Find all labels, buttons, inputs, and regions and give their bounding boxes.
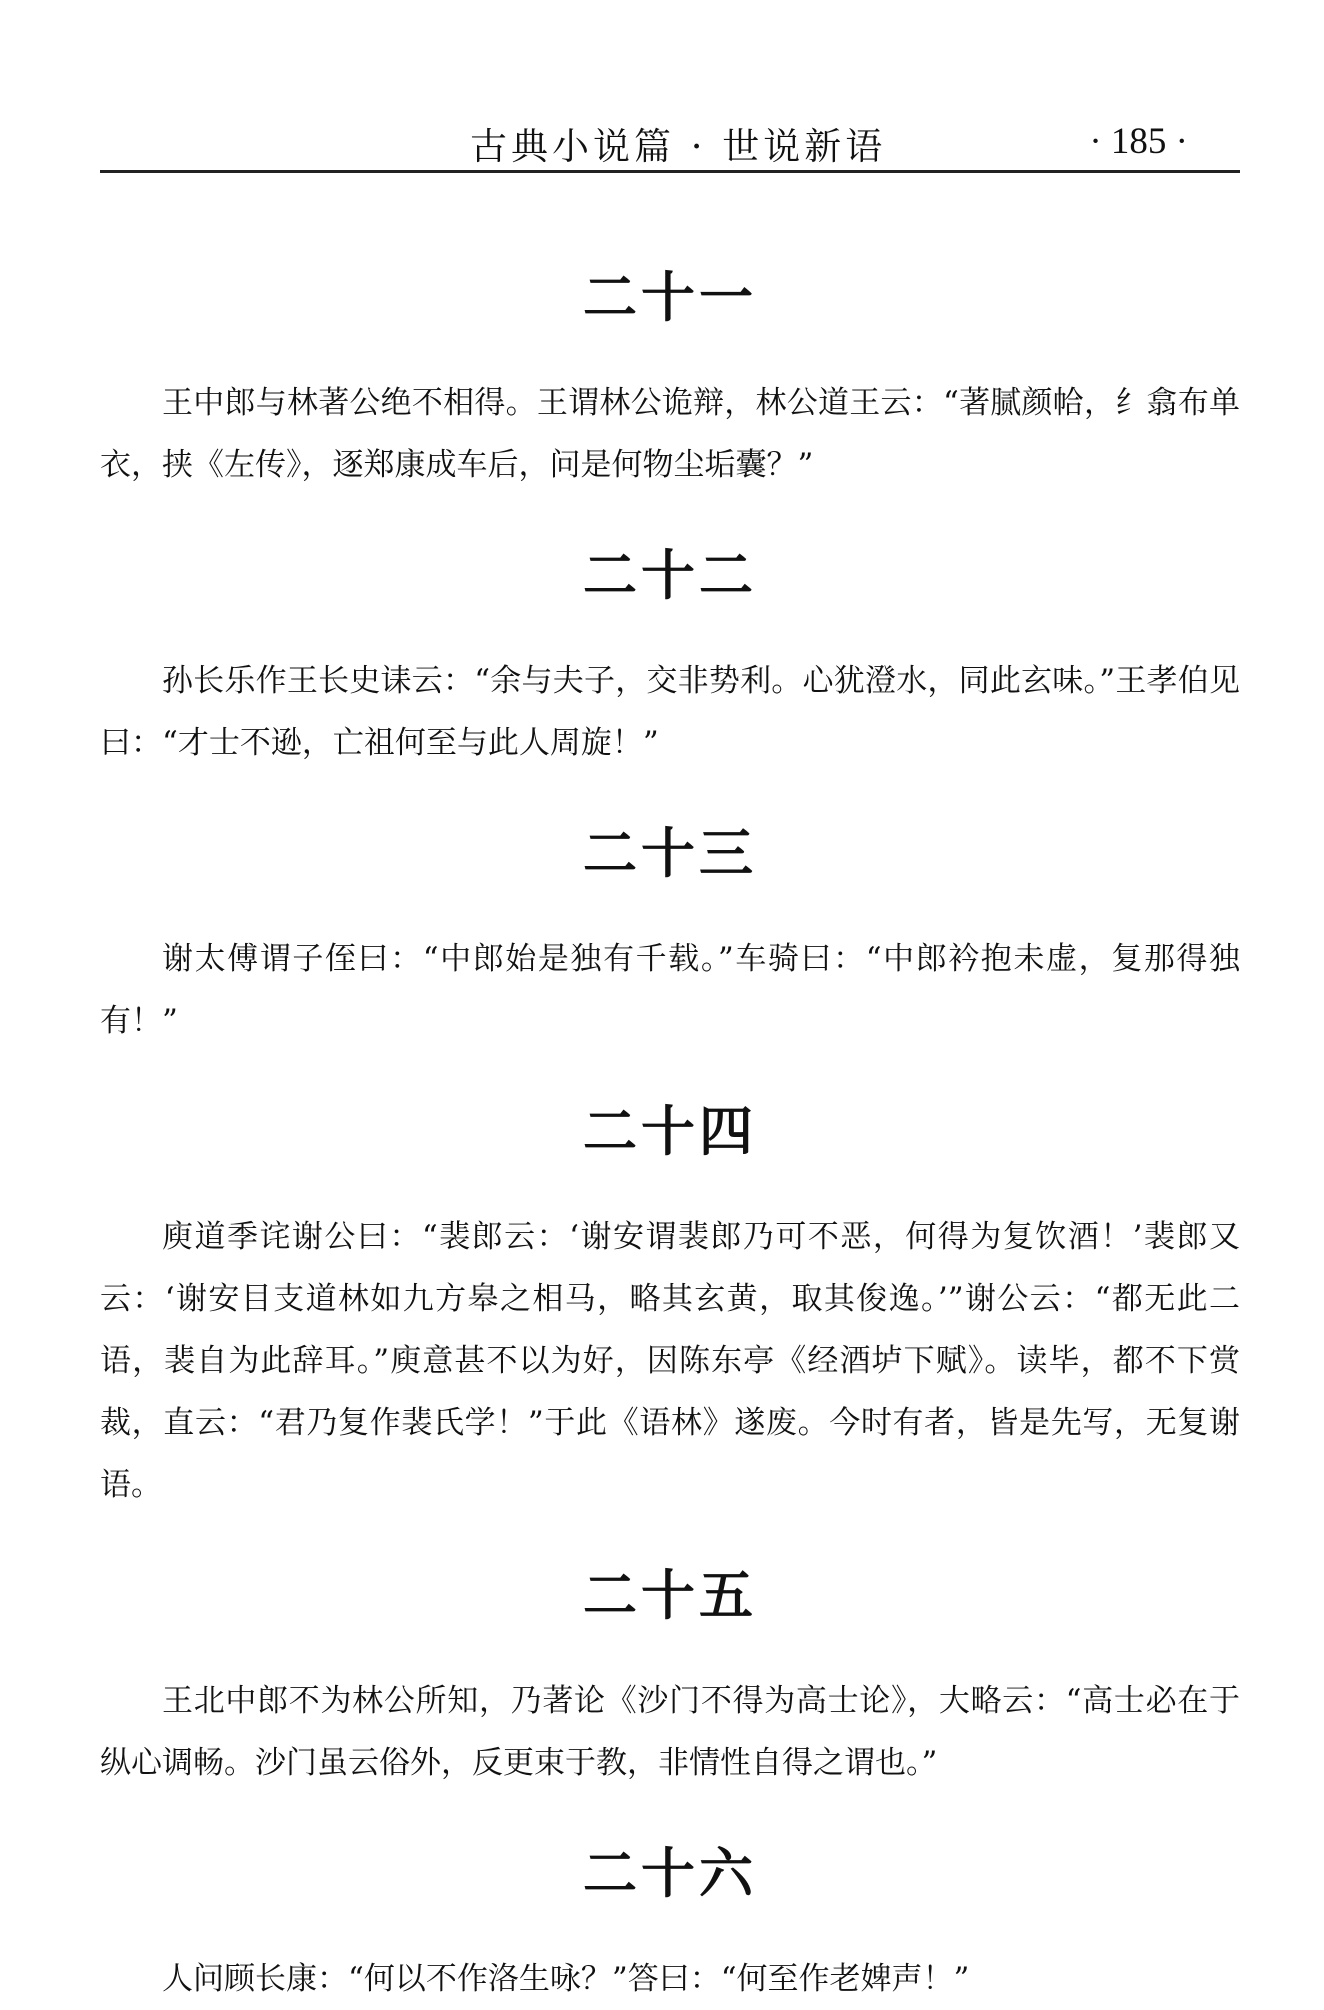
section-paragraph: 庾道季诧谢公曰：“裴郎云：‘谢安谓裴郎乃可不恶，何得为复饮酒！’裴郎又云：‘谢安目支道林如九方皋之相马，略其玄黄，取其俊逸。’”谢公云：“都无此二语，裴自为此辞耳。”庾意甚不以为好，因陈东亭《经酒垆下赋》。读毕，都不下赏裁，直云：“君乃复作裴氏学！”于此《语林》遂废。今时有者，皆是先写，无复谢语。 [100,1219,1240,1503]
page-number: · 185 · [1089,121,1188,162]
section-21 [100,258,1240,496]
section-23 [100,814,1240,1052]
page-content [100,258,1240,2010]
section-paragraph: 王北中郎不为林公所知，乃著论《沙门不得为高士论》，大略云：“高士必在于纵心调畅。沙门虽云俗外，反更束于教，非情性自得之谓也。” [100,1683,1240,1781]
section-heading: 二十五 [583,1564,757,1627]
section-25 [100,1556,1240,1794]
section-26 [100,1834,1240,2010]
section-heading: 二十六 [583,1842,757,1905]
section-heading: 二十四 [583,1100,757,1163]
section-paragraph: 王中郎与林著公绝不相得。王谓林公诡辩，林公道王云：“著腻颜帢，纟翕布单衣，挟《左传》，逐郑康成车后，问是何物尘垢囊？” [100,385,1240,483]
section-24 [100,1092,1240,1516]
section-heading: 二十一 [583,266,757,329]
running-title: 古典小说篇 · 世说新语 [470,125,887,168]
header-rule [100,170,1240,173]
section-heading: 二十三 [583,822,757,885]
section-paragraph: 孙长乐作王长史诔云：“余与夫子，交非势利。心犹澄水，同此玄味。”王孝伯见曰：“才士不逊，亡祖何至与此人周旋！” [100,663,1240,761]
section-paragraph: 人问顾长康：“何以不作洛生咏？”答曰：“何至作老婢声！” [162,1961,970,1997]
page-header [100,100,1240,172]
section-22 [100,536,1240,774]
section-heading: 二十二 [583,544,757,607]
section-paragraph: 谢太傅谓子侄曰：“中郎始是独有千载。”车骑曰：“中郎衿抱未虚，复那得独有！” [100,941,1240,1039]
